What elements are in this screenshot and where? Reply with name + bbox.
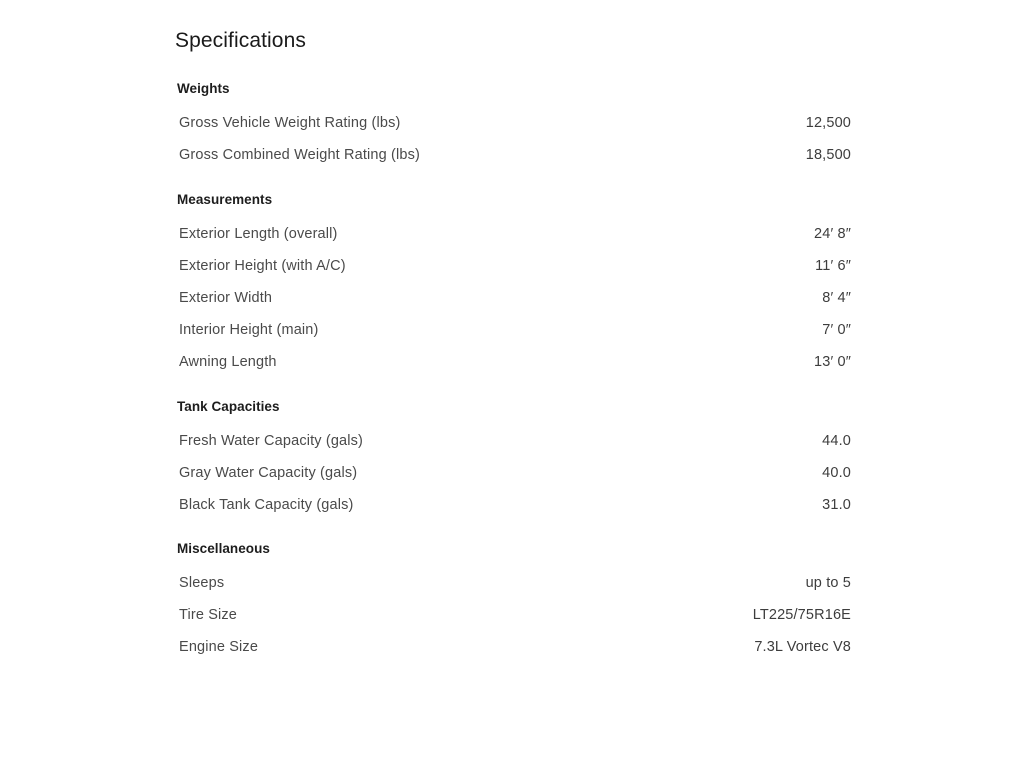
spec-label: Black Tank Capacity (gals) [179, 496, 354, 513]
spec-value: 31.0 [822, 496, 851, 513]
spec-value: 11′ 6″ [815, 257, 851, 274]
spec-row [175, 146, 853, 166]
spec-value: up to 5 [805, 575, 851, 592]
spec-group-measurements [175, 192, 853, 373]
group-heading-measurements: Measurements [177, 191, 273, 207]
spec-label: Gray Water Capacity (gals) [179, 464, 358, 481]
spec-group-weights [175, 81, 853, 166]
spec-row [175, 257, 853, 277]
spec-row [175, 574, 853, 594]
spec-row [175, 496, 853, 516]
spec-row [175, 225, 853, 245]
page-title: Specifications [175, 29, 306, 52]
spec-row [175, 353, 853, 373]
spec-value: 12,500 [805, 115, 851, 132]
spec-value: 7.3L Vortec V8 [754, 639, 851, 656]
spec-label: Exterior Length (overall) [179, 225, 338, 242]
spec-label: Interior Height (main) [179, 322, 319, 338]
spec-value: 44.0 [822, 432, 851, 449]
group-heading-tank-capacities: Tank Capacities [177, 398, 280, 414]
spec-row [175, 638, 853, 658]
group-heading-miscellaneous: Miscellaneous [177, 541, 270, 557]
group-heading-weights: Weights [177, 81, 230, 97]
spec-row [175, 432, 853, 452]
spec-row [175, 321, 853, 341]
spec-label: Exterior Height (with A/C) [179, 257, 346, 274]
spec-label: Awning Length [179, 354, 277, 371]
spec-value: 7′ 0″ [822, 322, 851, 338]
spec-group-tank-capacities [175, 399, 853, 516]
spec-row [175, 464, 853, 484]
spec-row [175, 114, 853, 134]
spec-row [175, 606, 853, 626]
spec-label: Engine Size [179, 639, 259, 656]
spec-row [175, 289, 853, 309]
spec-label: Gross Vehicle Weight Rating (lbs) [179, 115, 401, 132]
spec-value: 24′ 8″ [814, 225, 851, 242]
spec-value: 40.0 [822, 464, 851, 481]
spec-value: 8′ 4″ [822, 289, 851, 306]
spec-label: Tire Size [179, 607, 238, 624]
specifications-container [175, 28, 853, 671]
spec-value: 13′ 0″ [814, 354, 851, 371]
spec-group-miscellaneous [175, 541, 853, 658]
spec-value: LT225/75R16E [752, 607, 851, 624]
spec-value: 18,500 [805, 147, 851, 164]
spec-label: Exterior Width [179, 289, 273, 306]
spec-label: Gross Combined Weight Rating (lbs) [179, 147, 420, 164]
spec-label: Fresh Water Capacity (gals) [179, 432, 364, 449]
spec-label: Sleeps [179, 575, 225, 592]
